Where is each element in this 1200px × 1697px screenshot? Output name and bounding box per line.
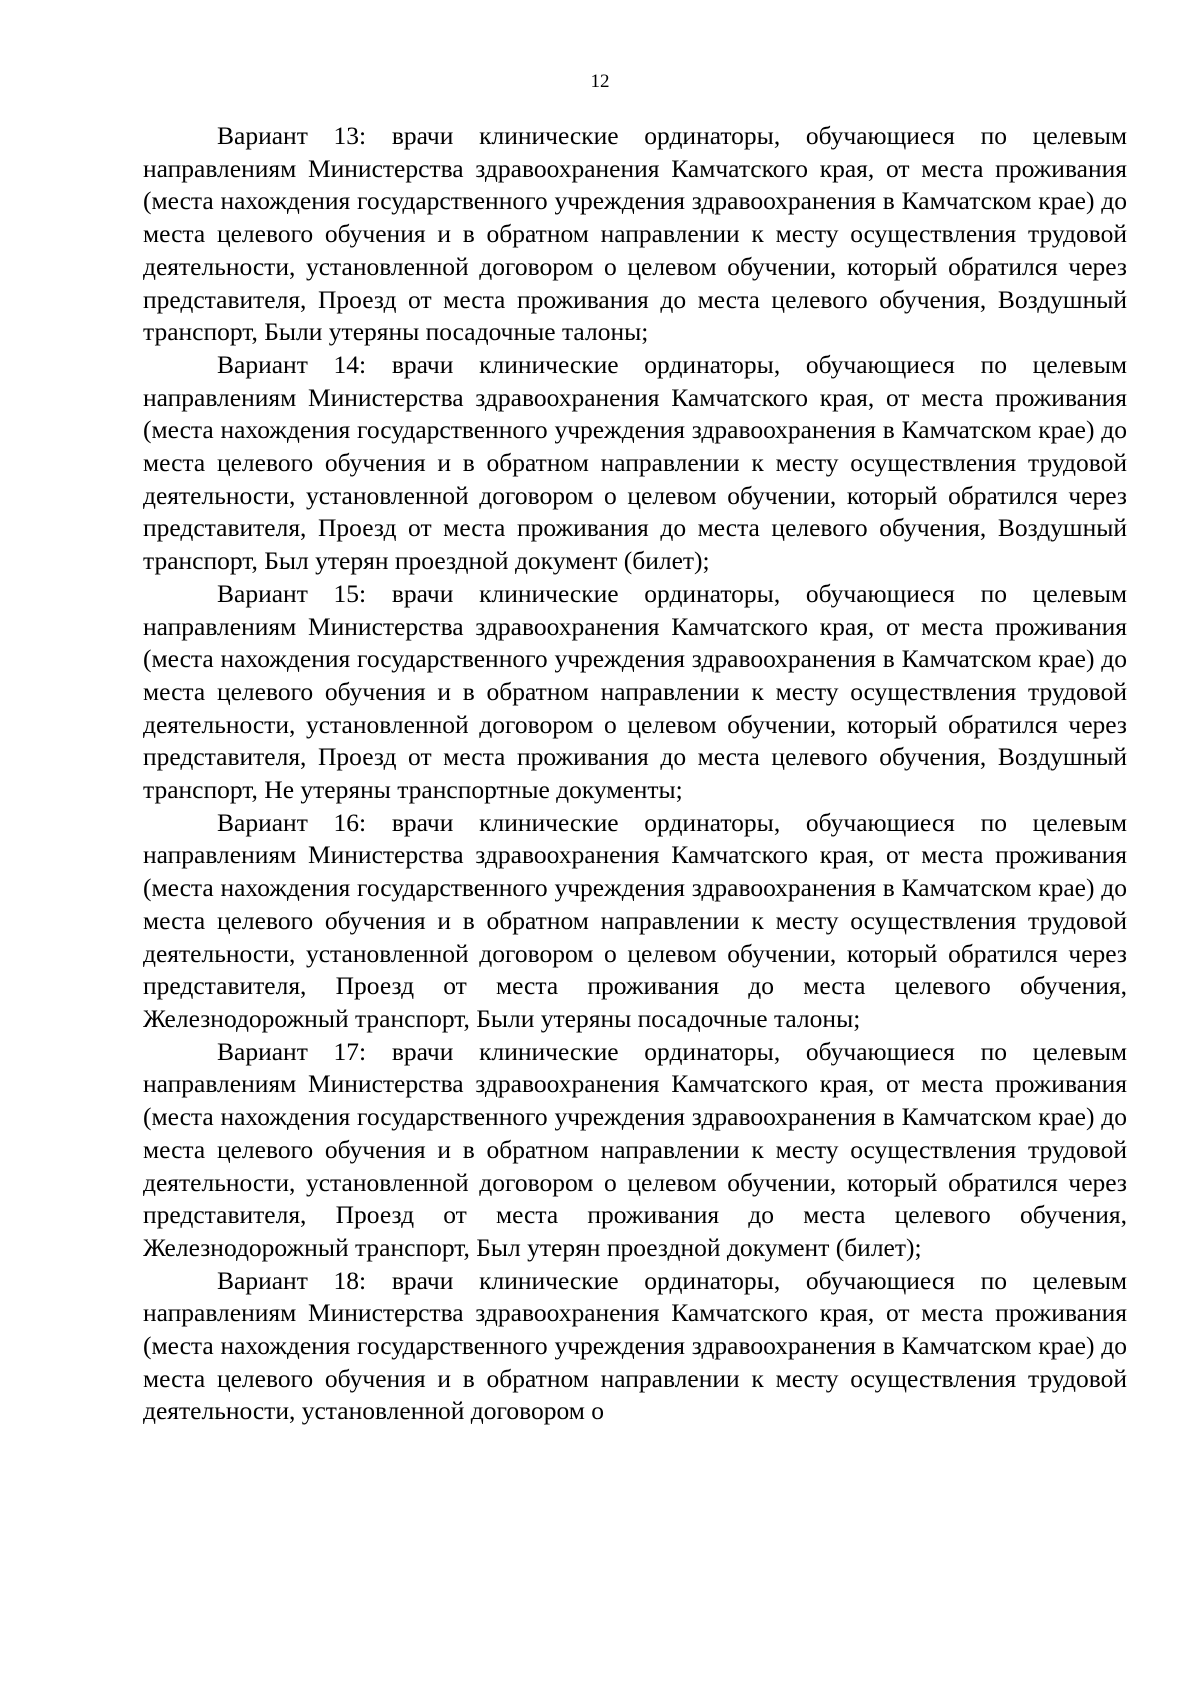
document-body: [143, 120, 1127, 1428]
page-number: 12: [590, 71, 610, 92]
paragraph-variant-17: Вариант 17: врачи клинические ординаторы, обучающиеся по целевым направлениям Министерства здравоохранения Камчатского края, от места проживания (места нахождения государственного учреждения здравоохранения в Камчатском крае) до места целевого обучения и в обратном направлении к месту осуществления трудовой деятельности, установленной договором о целевом обучении, который обратился через представителя, Проезд от места проживания до места целевого обучения, Железнодорожный транспорт, Был утерян проездной документ (билет);: [143, 1036, 1127, 1262]
paragraph-variant-13: Вариант 13: врачи клинические ординаторы, обучающиеся по целевым направлениям Министерства здравоохранения Камчатского края, от места проживания (места нахождения государственного учреждения здравоохранения в Камчатском крае) до места целевого обучения и в обратном направлении к месту осуществления трудовой деятельности, установленной договором о целевом обучении, который обратился через представителя, Проезд от места проживания до места целевого обучения, Воздушный транспорт, Были утеряны посадочные талоны;: [143, 121, 1127, 347]
paragraph-variant-15: Вариант 15: врачи клинические ординаторы, обучающиеся по целевым направлениям Министерства здравоохранения Камчатского края, от места проживания (места нахождения государственного учреждения здравоохранения в Камчатском крае) до места целевого обучения и в обратном направлении к месту осуществления трудовой деятельности, установленной договором о целевом обучении, который обратился через представителя, Проезд от места проживания до места целевого обучения, Воздушный транспорт, Не утеряны транспортные документы;: [143, 578, 1127, 805]
paragraph-variant-16: Вариант 16: врачи клинические ординаторы, обучающиеся по целевым направлениям Министерства здравоохранения Камчатского края, от места проживания (места нахождения государственного учреждения здравоохранения в Камчатском крае) до места целевого обучения и в обратном направлении к месту осуществления трудовой деятельности, установленной договором о целевом обучении, который обратился через представителя, Проезд от места проживания до места целевого обучения, Железнодорожный транспорт, Были утеряны посадочные талоны;: [143, 807, 1127, 1033]
paragraph-variant-14: Вариант 14: врачи клинические ординаторы, обучающиеся по целевым направлениям Министерства здравоохранения Камчатского края, от места проживания (места нахождения государственного учреждения здравоохранения в Камчатском крае) до места целевого обучения и в обратном направлении к месту осуществления трудовой деятельности, установленной договором о целевом обучении, который обратился через представителя, Проезд от места проживания до места целевого обучения, Воздушный транспорт, Был утерян проездной документ (билет);: [143, 349, 1127, 576]
paragraph-variant-18: Вариант 18: врачи клинические ординаторы, обучающиеся по целевым направлениям Министерства здравоохранения Камчатского края, от места проживания (места нахождения государственного учреждения здравоохранения в Камчатском крае) до места целевого обучения и в обратном направлении к месту осуществления трудовой деятельности, установленной договором о: [143, 1265, 1127, 1426]
